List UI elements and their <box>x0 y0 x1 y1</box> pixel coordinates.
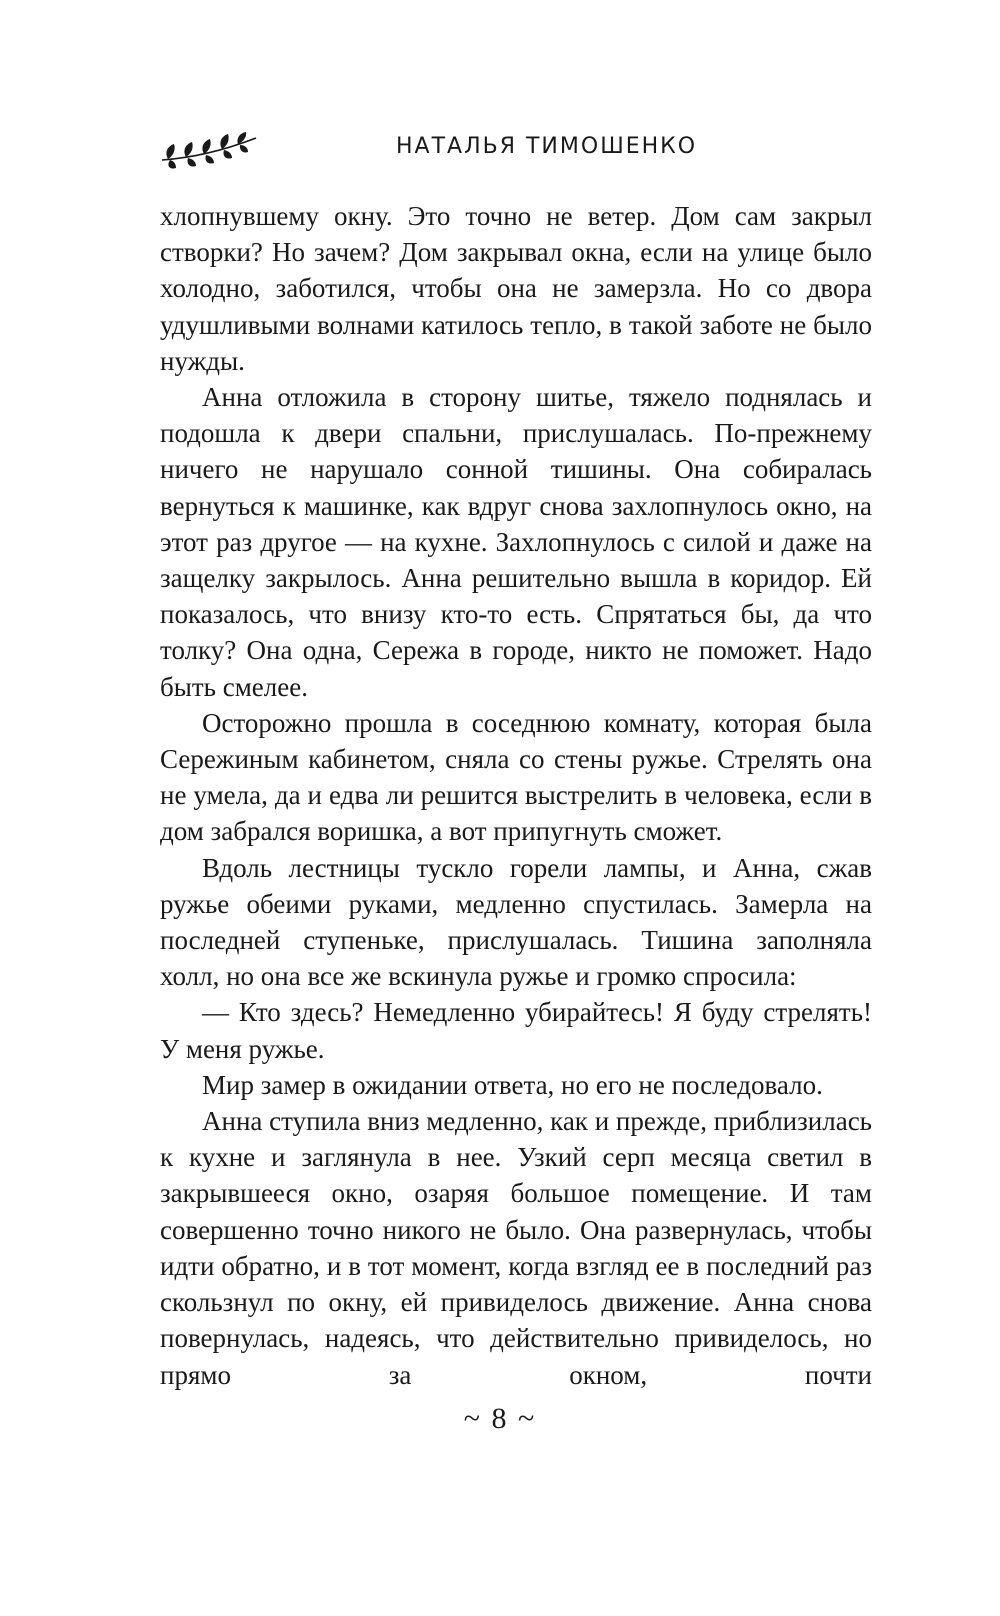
paragraph: — Кто здесь? Немедленно убирайтесь! Я буду стрелять! У меня ружье. <box>160 997 872 1064</box>
paragraph: Анна ступила вниз медленно, как и прежде, приблизилась к кухне и заглянула в нее. Узкий серп месяца светил в закрывшееся окно, озаряя большое помещение. И там совершенно точно никого не было. Она развернулась, чтобы идти обратно, и в тот момент, когда взгляд ее в последний раз скользнул по окну, ей привиделось движение. Анна снова повернулась, надеясь, что действительно привиделось, но прямо за окном, почти <box>160 1106 872 1390</box>
page-number: ~ 8 ~ <box>463 1402 537 1435</box>
paragraph: Осторожно прошла в соседнюю комнату, которая была Сережиным кабинетом, сняла со стены ружье. Стрелять она не умела, да и едва ли решится выстрелить в человека, если в дом забрался воришка, а вот припугнуть сможет. <box>160 707 872 847</box>
leaf-branch-ornament-icon <box>160 128 260 172</box>
author-name: НАТАЛЬЯ ТИМОШЕНКО <box>396 134 698 159</box>
paragraph: Анна отложила в сторону шитье, тяжело поднялась и подошла к двери спальни, прислушалась. По-прежнему ничего не нарушало сонной тишины. Она собиралась вернуться к машинке, как вдруг снова захлопнулось окно, на этот раз другое — на кухне. Захлопнулось с силой и даже на защелку закрылось. Анна решительно вышла в коридор. Ей показалось, что внизу кто-то есть. Спрятаться бы, да что толку? Она одна, Сережа в городе, никто не поможет. Надо быть смелее. <box>160 382 872 702</box>
body-text <box>160 198 872 1393</box>
paragraph: Вдоль лестницы тускло горели лампы, и Анна, сжав ружье обеими руками, медленно спустилась. Замерла на последней ступеньке, прислушалась. Тишина заполняла холл, но она все же вскинула ружье и громко спросила: <box>160 852 872 992</box>
running-header <box>160 128 880 172</box>
paragraph: хлопнувшему окну. Это точно не ветер. Дом сам закрыл створки? Но зачем? Дом закрывал окна, если на улице было холодно, заботился, чтобы она не замерзла. Но со двора удушливыми волнами катилось тепло, в такой заботе не было нужды. <box>160 201 872 376</box>
paragraph: Мир замер в ожидании ответа, но его не последовало. <box>202 1069 823 1100</box>
